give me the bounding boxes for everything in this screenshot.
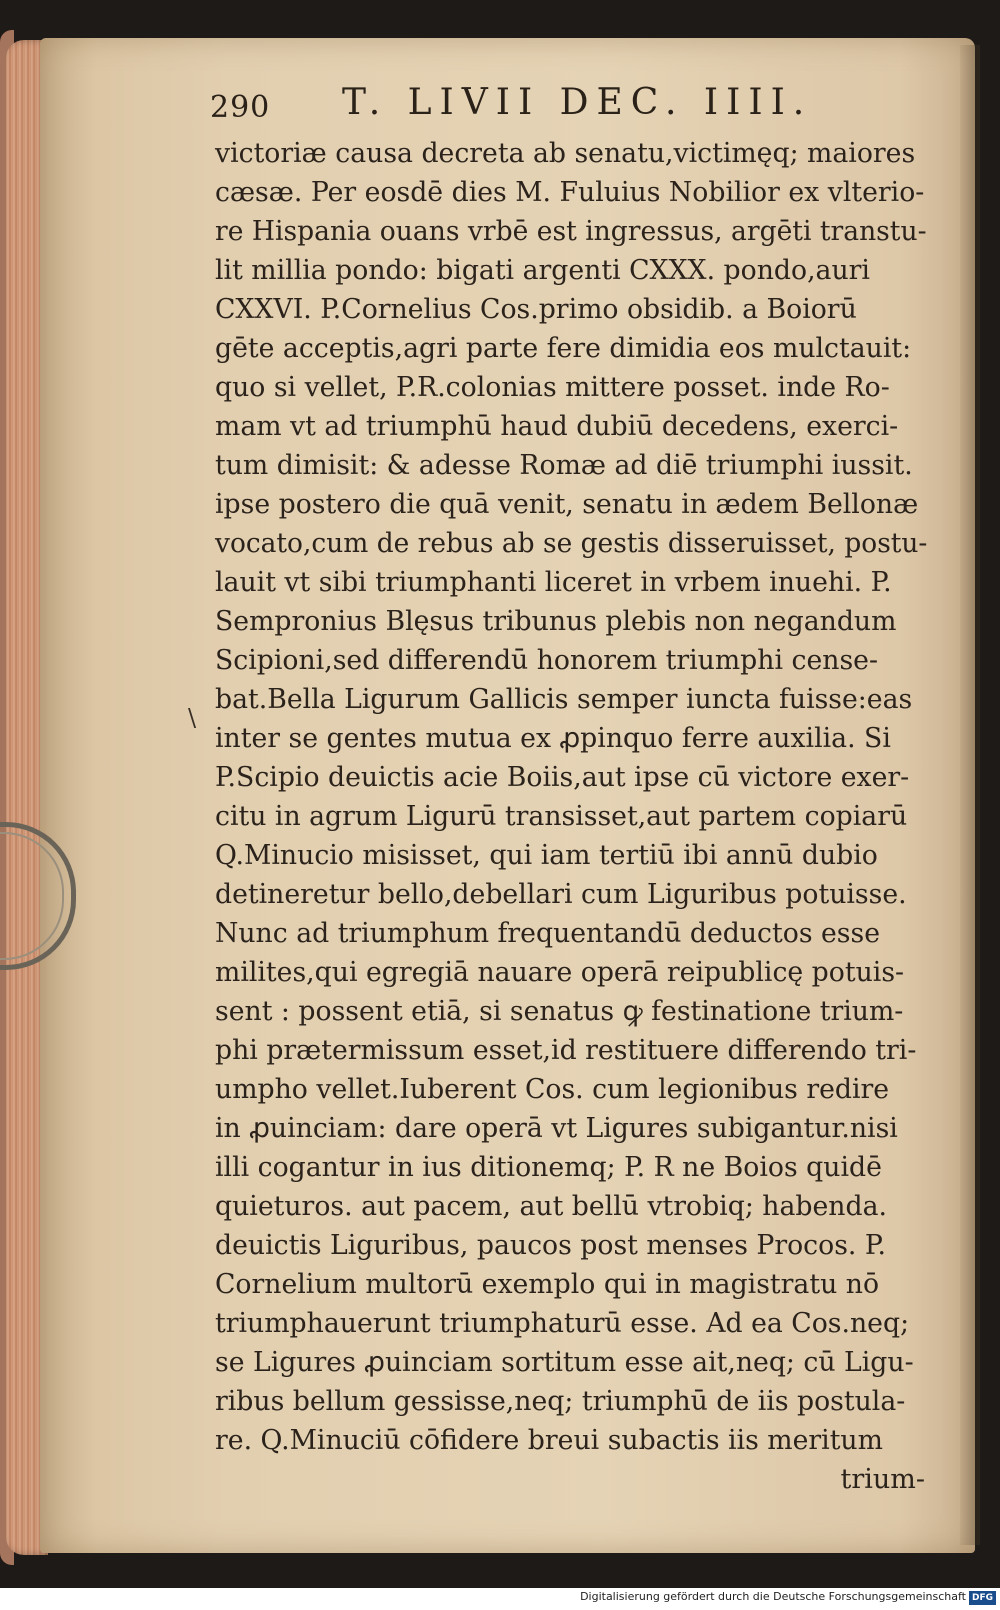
- text-line: re. Q.Minuciū cōfidere breui subactis iis meritum: [215, 1425, 883, 1456]
- text-line: re Hispania ouans vrbē est ingressus, argēti transtu-: [215, 216, 927, 247]
- text-line: Sempronius Blęsus tribunus plebis non negandum: [215, 606, 897, 637]
- text-line: se Ligures ꝓuinciam sortitum esse ait,neq; cū Ligu-: [215, 1347, 914, 1378]
- text-line: victoriæ causa decreta ab senatu,victimęq; maiores: [215, 138, 916, 169]
- text-line: bat.Bella Ligurum Gallicis semper iuncta fuisse:eas: [215, 684, 913, 715]
- text-line: quieturos. aut pacem, aut bellū vtrobiq; habenda.: [215, 1191, 888, 1222]
- dfg-logo: DFG: [969, 1591, 996, 1605]
- text-line: quo si vellet, P.R.colonias mittere posset. inde Ro-: [215, 372, 890, 403]
- text-line: CXXVI. P.Cornelius Cos.primo obsidib. a Boiorū: [215, 294, 857, 325]
- text-line: inter se gentes mutua ex ꝓpinquo ferre auxilia. Si: [215, 723, 891, 754]
- text-line: ipse postero die quā venit, senatu in ædem Bellonæ: [215, 489, 919, 520]
- text-line: mam vt ad triumphū haud dubiū decedens, exerci-: [215, 411, 899, 442]
- catchword: trium-: [840, 1464, 925, 1495]
- body-text: [215, 134, 935, 1499]
- text-line: sent : possent etiā, si senatus ꝙ festinatione trium-: [215, 996, 904, 1027]
- text-line: in ꝓuinciam: dare operā vt Ligures subigantur.nisi: [215, 1113, 898, 1144]
- page-gutter-shadow: [960, 45, 980, 1545]
- text-line: phi prætermissum esset,id restituere differendo tri-: [215, 1035, 917, 1066]
- text-line: Scipioni,sed differendū honorem triumphi cense-: [215, 645, 878, 676]
- text-line: Cornelium multorū exemplo qui in magistratu nō: [215, 1269, 880, 1300]
- footer-credit: Digitalisierung gefördert durch die Deutsche Forschungsgemeinschaft: [580, 1590, 966, 1603]
- text-line: Nunc ad triumphum frequentandū deductos esse: [215, 918, 881, 949]
- running-head: T. LIVII DEC. IIII.: [342, 82, 813, 123]
- footer-bar: [0, 1588, 1000, 1610]
- text-line: tum dimisit: & adesse Romæ ad diē triumphi iussit.: [215, 450, 913, 481]
- text-line: detineretur bello,debellari cum Liguribus potuisse.: [215, 879, 907, 910]
- text-line: vocato,cum de rebus ab se gestis disseruisset, postu-: [215, 528, 928, 559]
- text-line: triumphauerunt triumphaturū esse. Ad ea Cos.neq;: [215, 1308, 910, 1339]
- text-line: illi cogantur in ius ditionemq; P. R ne Boios quidē: [215, 1152, 882, 1183]
- margin-mark: \: [188, 704, 197, 732]
- page-number: 290: [210, 90, 271, 125]
- text-line: cæsæ. Per eosdē dies M. Fuluius Nobilior ex vlterio-: [215, 177, 925, 208]
- text-line: lauit vt sibi triumphanti liceret in vrbem inuehi. P.: [215, 567, 892, 598]
- text-line: ribus bellum gessisse,neq; triumphū de iis postula-: [215, 1386, 906, 1417]
- page-header: [210, 82, 850, 132]
- text-line: gēte acceptis,agri parte fere dimidia eos mulctauit:: [215, 333, 912, 364]
- text-line: lit millia pondo: bigati argenti CXXX. pondo,auri: [215, 255, 870, 286]
- text-line: Q.Minucio misisset, qui iam tertiū ibi annū dubio: [215, 840, 878, 871]
- text-line: P.Scipio deuictis acie Boiis,aut ipse cū victore exer-: [215, 762, 910, 793]
- text-line: umpho vellet.Iuberent Cos. cum legionibus redire: [215, 1074, 890, 1105]
- text-line: deuictis Liguribus, paucos post menses Procos. P.: [215, 1230, 886, 1261]
- text-line: milites,qui egregiā nauare operā reipublicę potuis-: [215, 957, 905, 988]
- text-line: citu in agrum Ligurū transisset,aut partem copiarū: [215, 801, 908, 832]
